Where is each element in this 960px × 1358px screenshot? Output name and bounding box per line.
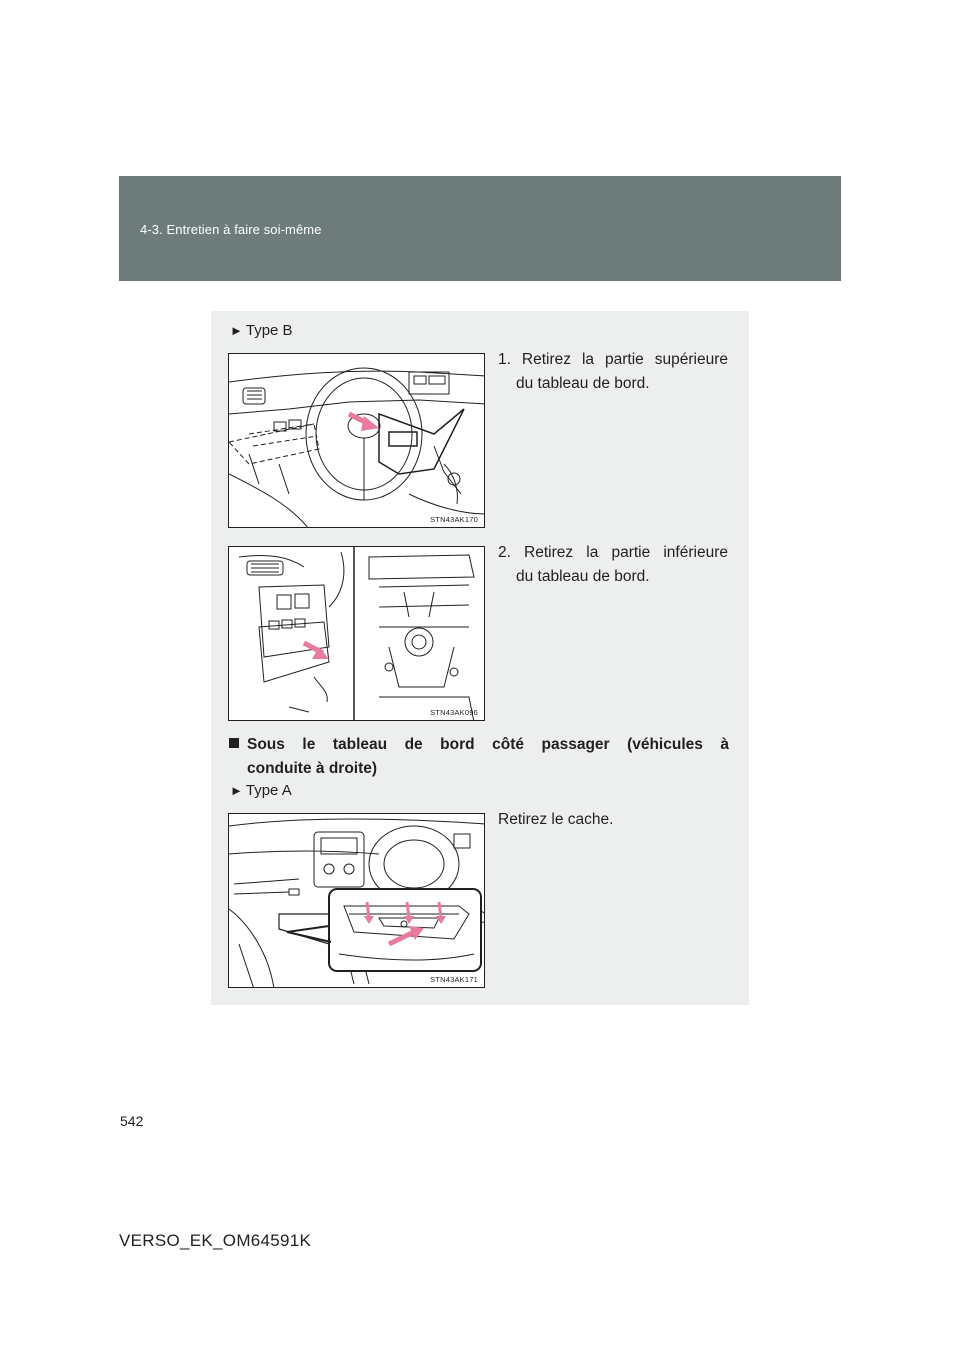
type-b-label: Type B [245, 322, 293, 339]
document-code: VERSO_EK_OM64591K [119, 1231, 312, 1250]
figure-upper-dashboard-panel [228, 353, 485, 528]
figure-3-code: STN43AK171 [430, 975, 478, 984]
section-heading-line-1: Sous le tableau de bord côté passager (véhicules à [247, 736, 729, 753]
right-triangle-icon: ► [230, 783, 243, 798]
type-b-label-row [230, 322, 293, 339]
figure-lower-dashboard-panel [228, 546, 485, 721]
step-1-line-1: 1. Retirez la partie supérieure [498, 351, 728, 368]
step-2-line-1: 2. Retirez la partie inférieure [498, 544, 728, 561]
figure-passenger-cover [228, 813, 485, 988]
dashboard-illustration-3 [229, 814, 485, 988]
right-triangle-icon: ► [230, 323, 243, 338]
section-heading [229, 733, 729, 781]
step-2-text [498, 541, 728, 589]
step-2-line-2: du tableau de bord. [516, 568, 650, 585]
dashboard-illustration-2 [229, 547, 485, 721]
figure-2-code: STN43AK096 [430, 708, 478, 717]
type-a-label-row [230, 782, 292, 799]
dashboard-illustration-1 [229, 354, 485, 528]
black-square-icon [229, 738, 239, 748]
type-a-step-text: Retirez le cache. [498, 811, 614, 828]
figure-1-code: STN43AK170 [430, 515, 478, 524]
section-title: 4-3. Entretien à faire soi-même [140, 222, 322, 237]
step-1-line-2: du tableau de bord. [516, 375, 650, 392]
type-a-label: Type A [245, 782, 292, 799]
step-1-text [498, 348, 728, 396]
section-heading-line-2: conduite à droite) [247, 760, 378, 777]
page-number: 542 [120, 1113, 144, 1129]
